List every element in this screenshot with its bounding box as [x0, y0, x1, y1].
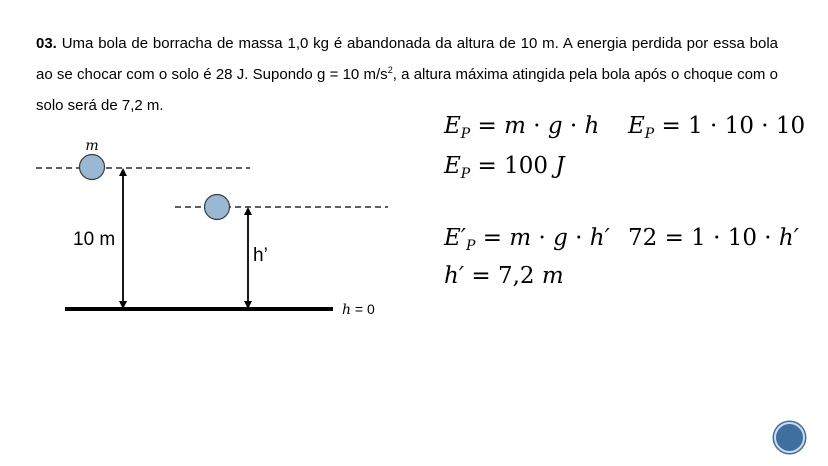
problem-number: 03.	[36, 35, 57, 52]
height-10m-label: 10 m	[73, 229, 116, 250]
epp-numeric: 72 = 1 · 10 · h′	[628, 225, 799, 251]
hprime-label: h’	[253, 245, 268, 266]
problem-superscript: 2	[387, 65, 393, 75]
epp-formula: $E'_P = m \cdot g \cdot h'$	[444, 225, 610, 254]
ep-formula: $E_P = m \cdot g \cdot h$	[444, 113, 600, 142]
hprime-result: h′ = 7,2 m	[444, 263, 564, 289]
problem-text-part1: Uma bola de borracha de massa 1,0 kg é abandonada da altura de 10 m. A energia perdida por essa bola ao se chocar com o solo é 28 J. Supondo g = 10 m/s	[36, 35, 778, 83]
mass-label: m	[85, 138, 99, 154]
ball-initial	[80, 155, 105, 180]
ep-numeric: $E_P = 1 \cdot 10 \cdot 10$	[628, 113, 806, 142]
problem-text-part2: , a altura máxima atingida pela bola após o choque com o solo será de 7,2 m.	[36, 66, 779, 114]
ball-after-bounce	[205, 195, 230, 220]
ground-label: h = 0	[342, 301, 375, 318]
ep-result: $E_P = 100$ J	[444, 153, 565, 182]
slide-nav-button[interactable]	[774, 422, 805, 453]
